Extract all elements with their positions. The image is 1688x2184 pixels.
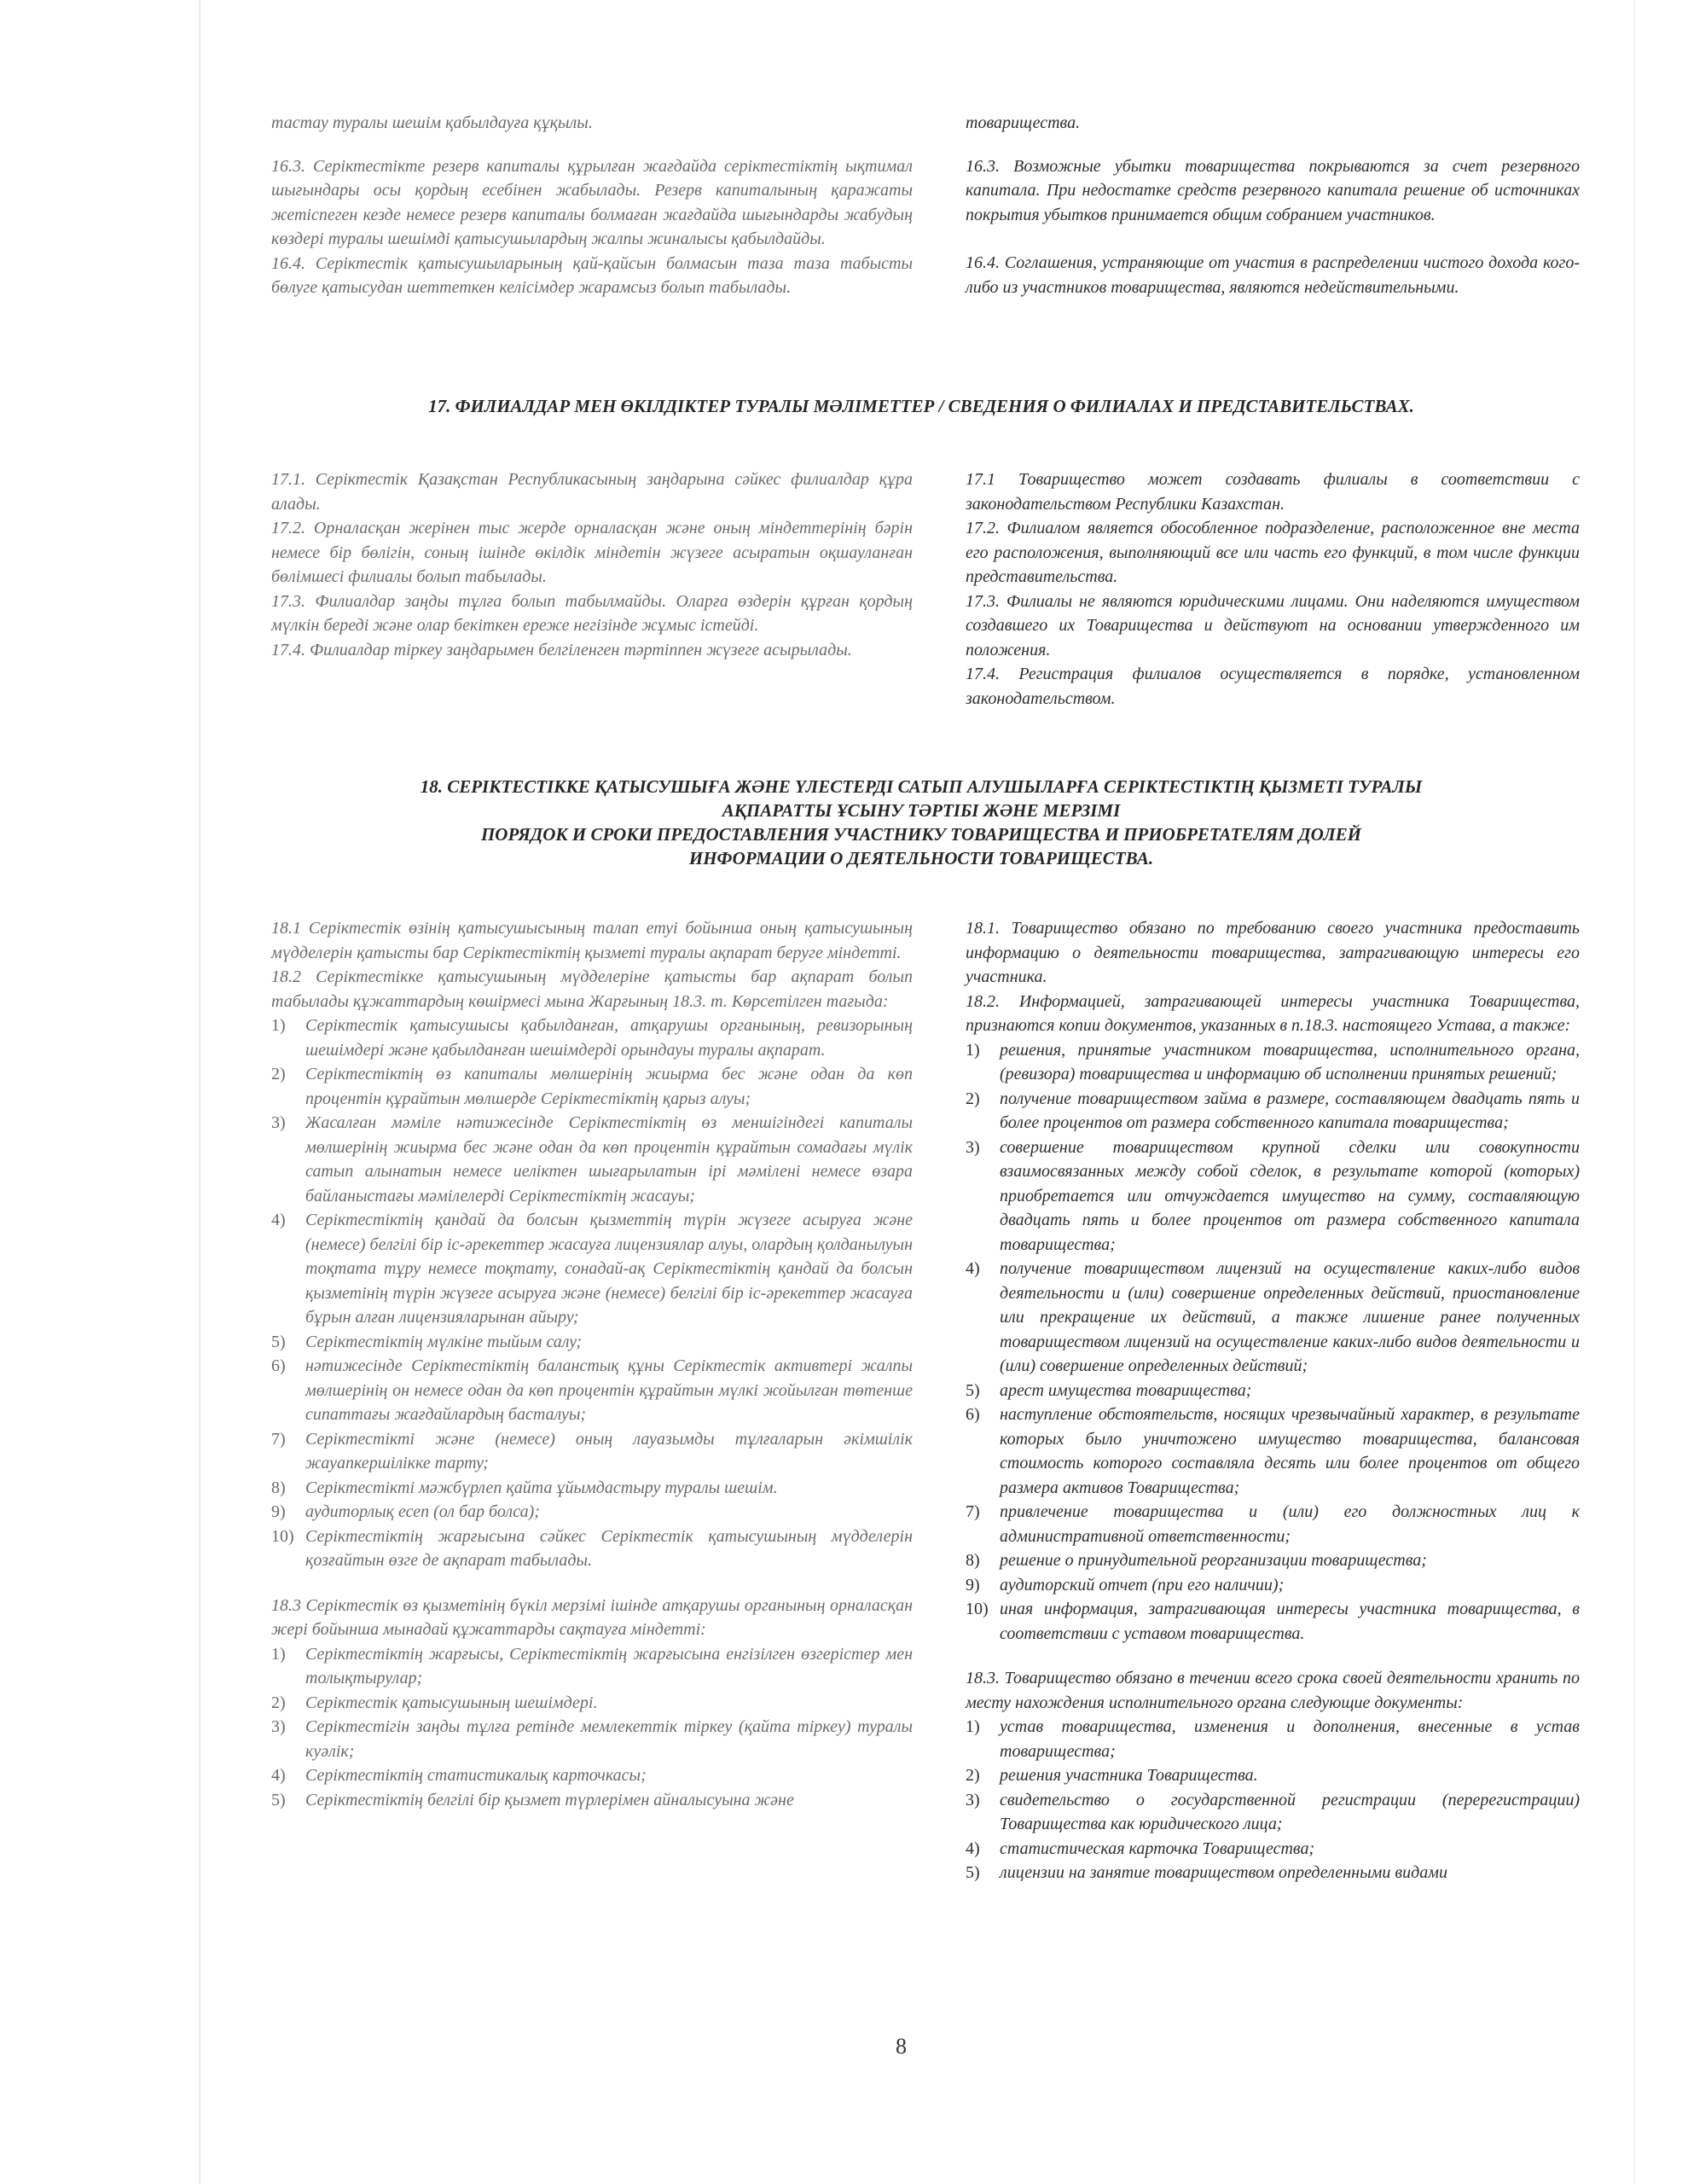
list-item-number: 10): [271, 1526, 294, 1546]
list-item-text: Серіктестікті мәжбүрлеп қайта ұйымдастыру туралы шешім.: [305, 1478, 778, 1497]
list-item-number: 2): [966, 1766, 980, 1785]
sec18-kz-item-8: [271, 1476, 913, 1501]
list-item-number: 4): [966, 1838, 980, 1858]
list-item-number: 9): [271, 1502, 286, 1521]
sec18-kz-doc-item-1: [271, 1642, 913, 1691]
list-item-number: 3): [271, 1113, 286, 1132]
sec18-kz-doc-item-4: [271, 1763, 913, 1788]
list-item-number: 8): [271, 1478, 286, 1497]
sec18-ru-item-6: [966, 1403, 1580, 1500]
sec16-ru-p164: 16.4. Соглашения, устраняющие от участия в распределении чистого дохода кого-либо из участников товарищества, являются недействительными.: [966, 253, 1580, 297]
sec17-ru-paragraph-4: 17.4. Регистрация филиалов осуществляется в порядке, установленном законодательством.: [966, 665, 1580, 708]
list-item-text: Серіктестігін заңды тұлға ретінде мемлекеттік тіркеу (қайта тіркеу) туралы куәлік;: [305, 1717, 913, 1761]
list-item-text: Серіктестіктің қандай да болсын қызметтің түрін жүзеге асыруға және (немесе) белгілі бір іс-әрекеттер жасауға лицензиялар алуы, олардың қолданылуын тоқтата тұру немесе тоқтату, сонадай-ақ Серіктестіктің қандай да болсын қызметінің түрін жүзеге асыруға және (немесе) белгілі бір іс-әрекеттер жасауға бұрын алған лицензияларынан айыру;: [305, 1211, 913, 1327]
sec18-ru-item-9: [966, 1573, 1580, 1598]
list-item-number: 4): [271, 1211, 286, 1229]
sec18-ru-doc-item-5: [966, 1861, 1580, 1885]
list-item-text: иная информация, затрагивающая интересы участника товарищества, в соответствии с уставом товарищества.: [1000, 1600, 1580, 1643]
sec18-ru-item-2: [966, 1087, 1580, 1136]
sec18-kz-item-6: [271, 1354, 913, 1427]
sec16-ru-top: товарищества.: [966, 113, 1081, 132]
sec18-heading-kz-2: АҚПАРАТТЫ ҰСЫНУ ТӘРТІБІ ЖӘНЕ МЕРЗІМІ: [722, 800, 1121, 821]
list-item-text: устав товарищества, изменения и дополнения, внесенные в устав товарищества;: [1000, 1717, 1580, 1761]
sec18-kz-item-2: [271, 1062, 913, 1111]
sec18-kz-item-10: [271, 1525, 913, 1573]
list-item-number: 3): [966, 1137, 980, 1157]
list-item-text: Серіктестік қатысушының шешімдері.: [305, 1693, 598, 1712]
sec18-ru-item-3: [966, 1136, 1580, 1258]
sec18-ru-item-7: [966, 1500, 1580, 1548]
sec18-kz-p181: 18.1 Серіктестік өзінің қатысушысының талап етуі бойынша оның қатысушының мүдделерін қатысты бар Серіктестіктің қызметі туралы ақпарат беруге міндетті.: [271, 919, 913, 962]
list-item-text: совершение товариществом крупной сделки или совокупности взаимосвязанных между собой сделок, в результате которой (которых) приобретается или отчуждается имущество на сумму, составляющую двадцать пять и более процентов от размера собственного капитала товарищества;: [1000, 1137, 1580, 1254]
sec18-ru-item-8: [966, 1548, 1580, 1573]
list-item-text: решения участника Товарищества.: [1000, 1766, 1258, 1785]
list-item-text: получение товариществом займа в размере, составляющем двадцать пять и более процентов от размера собственного капитала товарищества;: [1000, 1089, 1580, 1132]
sec18-ru-p182: 18.2. Информацией, затрагивающей интересы участника Товарищества, признаются копии документов, указанных в п.18.3. настоящего Устава, а также:: [966, 991, 1580, 1035]
list-item-number: 5): [271, 1332, 286, 1351]
page-number: 8: [896, 2034, 907, 2059]
list-item-text: свидетельство о государственной регистрации (перерегистрации) Товарищества как юридического лица;: [1000, 1790, 1580, 1833]
sec17-kz-column: [271, 468, 913, 662]
sec17-heading: 17. ФИЛИАЛДАР МЕН ӨКІЛДІКТЕР ТУРАЛЫ МӘЛІМЕТТЕР / СВЕДЕНИЯ О ФИЛИАЛАХ И ПРЕДСТАВИТЕЛЬСТВАХ.: [428, 396, 1414, 416]
sec18-kz-doc-item-3: [271, 1715, 913, 1763]
sec17-ru-paragraph-3: 17.3. Филиалы не являются юридическими лицами. Они наделяются имуществом создавшего их Товарищества и действуют на основании утвержденного им положения.: [966, 591, 1580, 659]
scan-edge: [199, 0, 200, 2184]
list-item-text: аудиторский отчет (при его наличии);: [1000, 1575, 1285, 1594]
sec18-kz-item-5: [271, 1330, 913, 1355]
list-item-text: Серіктестіктің статистикалық карточкасы;: [305, 1766, 647, 1785]
sec17-ru-paragraph-1: 17.1 Товарищество может создавать филиалы в соответствии с законодательством Республики Казахстан.: [966, 470, 1580, 514]
list-item-text: арест имущества товарищества;: [1000, 1380, 1252, 1400]
list-item-text: решение о принудительной реорганизации товарищества;: [1000, 1551, 1427, 1570]
sec18-ru-item-5: [966, 1379, 1580, 1403]
list-item-number: 2): [966, 1089, 980, 1108]
sec18-kz-item-9: [271, 1500, 913, 1525]
list-item-number: 7): [271, 1429, 286, 1449]
sec18-kz-p183: 18.3 Серіктестік өз қызметінің бүкіл мерзімі ішінде атқарушы органының орналасқан жері бойынша мынадай құжаттарды сақтауға міндетті:: [271, 1595, 913, 1639]
sec18-ru-item-10: [966, 1597, 1580, 1646]
sec18-kz-item-3: [271, 1111, 913, 1208]
list-item-text: Серіктестік қатысушысы қабылданған, атқарушы органының, ревизорының шешімдері және қабылданған шешімдерді орындауы туралы ақпарат.: [305, 1016, 913, 1060]
sec17-kz-paragraph-4: 17.4. Филиалдар тіркеу заңдарымен белгіленген тәртіппен жүзеге асырылады.: [271, 640, 852, 659]
sec18-kz-doc-item-2: [271, 1691, 913, 1716]
list-item-text: статистическая карточка Товарищества;: [1000, 1838, 1315, 1858]
list-item-number: 3): [966, 1790, 980, 1809]
sec18-heading: [256, 775, 1586, 870]
list-item-number: 1): [271, 1016, 286, 1035]
list-item-number: 4): [271, 1766, 286, 1785]
list-item-text: наступление обстоятельств, носящих чрезвычайный характер, в результате которых было уничтожено имущество товарищества, балансовая стоимость которого составляла десять или более процентов от общего размера активов Товарищества;: [1000, 1405, 1580, 1497]
list-item-number: 1): [271, 1644, 286, 1664]
sec18-ru-list: [966, 1038, 1580, 1647]
list-item-text: лицензии на занятие товариществом определенными видами: [1000, 1863, 1447, 1882]
sec18-kz-item-1: [271, 1014, 913, 1062]
sec16-kz-top: тастау туралы шешім қабылдауға құқылы.: [271, 113, 593, 132]
sec17-ru-paragraph-2: 17.2. Филиалом является обособленное подразделение, расположенное вне места его расположения, выполняющий все или часть его функций, в том числе функции представительства.: [966, 519, 1580, 586]
sec17-kz-paragraph-1: 17.1. Серіктестік Қазақстан Республикасының заңдарына сәйкес филиалдар құра алады.: [271, 470, 913, 514]
list-item-text: решения, принятые участником товарищества, исполнительного органа, (ревизора) товарищества и информацию об исполнении принятых решений;: [1000, 1040, 1580, 1083]
sec18-kz-doc-item-5: [271, 1788, 913, 1813]
sec18-ru-item-4: [966, 1257, 1580, 1379]
sec16-ru-p163: 16.3. Возможные убытки товарищества покрываются за счет резервного капитала. При недостатке средств резервного капитала решение об источниках покрытия убытков принимается общим собранием участников.: [966, 156, 1580, 224]
sec18-ru-doc-item-4: [966, 1837, 1580, 1862]
list-item-text: аудиторлық есеп (ол бар болса);: [305, 1502, 540, 1521]
sec18-heading-kz-1: 18. СЕРІКТЕСТІККЕ ҚАТЫСУШЫҒА ЖӘНЕ ҮЛЕСТЕРДІ САТЫП АЛУШЫЛАРҒА СЕРІКТЕСТІКТІҢ ҚЫЗМЕТІ ТУРАЛЫ: [420, 776, 1423, 797]
list-item-number: 1): [966, 1040, 980, 1060]
list-item-number: 2): [271, 1065, 286, 1083]
sec16-kz-p163: 16.3. Серіктестікте резерв капиталы құрылған жағдайда серіктестіктің ықтимал шығындары осы қордың есебінен жабылады. Резерв капиталының қаражаты жетіспеген кезде немесе резерв капиталы болмаған жағдайда шығындарды жабудың көздері туралы шешімді қатысушылардың жалпы жиналысы қабылдайды.: [271, 156, 913, 248]
list-item-number: 3): [271, 1717, 286, 1736]
list-item-text: Жасалған мәміле нәтижесінде Серіктестіктің өз меншігіндегі капиталы мөлшерінің жиырма бес және одан да көп процентін құрайтын сомадағы мүлік сатып алынатын немесе иеліктен шығарылатын ірі мәмілені немесе өзара байланыстағы мәмілелерді Серіктестіктің жасауы;: [305, 1113, 913, 1205]
sec18-ru-doc-item-3: [966, 1788, 1580, 1837]
sec17-ru-column: [966, 468, 1580, 711]
list-item-text: привлечение товарищества и (или) его должностных лиц к административной ответственности;: [1000, 1502, 1580, 1546]
sec18-kz-p182: 18.2 Серіктестікке қатысушының мүдделеріне қатысты бар ақпарат болып табылады құжаттардың көшірмесі мына Жарғының 18.3. т. Көрсетілген тағыда:: [271, 967, 913, 1011]
list-item-text: Серіктестікті және (немесе) оның лауазымды тұлғаларын әкімшілік жауапкершілікке тарту;: [305, 1429, 913, 1472]
list-item-number: 7): [966, 1502, 980, 1521]
sec18-ru-p183: 18.3. Товарищество обязано в течении всего срока своей деятельности хранить по месту нахождения исполнительного органа следующие документы:: [966, 1669, 1580, 1712]
list-item-number: 5): [966, 1380, 980, 1400]
list-item-text: получение товариществом лицензий на осуществление каких-либо видов деятельности и (или) совершение определенных действий, приостановление или прекращение их действий, а также лишение ранее полученных товариществом лицензий на осуществление каких-либо видов деятельности и (или) совершение определенных действий;: [1000, 1259, 1580, 1375]
sec16-kz-p164: 16.4. Серіктестік қатысушыларының қай-қайсын болмасын таза таза табысты бөлуге қатысудан шеттеткен келісімдер жарамсыз болып табылады.: [271, 253, 913, 297]
list-item-number: 6): [966, 1405, 980, 1424]
sec16-ru-column: [966, 111, 1580, 299]
sec18-kz-list: [271, 1014, 913, 1573]
sec18-ru-column: [966, 916, 1580, 1885]
list-item-number: 1): [966, 1717, 980, 1736]
list-item-text: нәтижесінде Серіктестіктің баланстық құны Серіктестік активтері жалпы мөлшерінің он немесе одан да көп процентін құрайтын мүлкі жойылған төтенше сипаттағы жағдайлардың басталуы;: [305, 1356, 913, 1424]
sec18-kz-column: [271, 916, 913, 1812]
sec16-kz-column: [271, 111, 913, 300]
sec18-heading-ru-2: ИНФОРМАЦИИ О ДЕЯТЕЛЬНОСТИ ТОВАРИЩЕСТВА.: [688, 848, 1154, 868]
list-item-number: 6): [271, 1356, 286, 1375]
list-item-text: Серіктестіктің жарғысы, Серіктестіктің жарғысына енгізілген өзгерістер мен толықтырулар;: [305, 1644, 913, 1687]
list-item-number: 8): [966, 1551, 980, 1570]
list-item-number: 5): [271, 1790, 286, 1809]
list-item-number: 9): [966, 1575, 980, 1594]
sec18-kz-list2: [271, 1642, 913, 1813]
sec18-ru-doc-item-1: [966, 1715, 1580, 1763]
list-item-number: 5): [966, 1863, 980, 1882]
list-item-text: Серіктестіктің жарғысына сәйкес Серіктестік қатысушының мүдделерін қозғайтын өзге де ақпарат табылады.: [305, 1526, 913, 1570]
scan-edge-right: [1633, 0, 1635, 2184]
sec18-kz-item-4: [271, 1208, 913, 1330]
sec18-ru-list2: [966, 1715, 1580, 1885]
sec18-ru-p181: 18.1. Товарищество обязано по требованию своего участника предоставить информацию о деятельности товарищества, затрагивающую интересы его участника.: [966, 919, 1580, 986]
sec18-heading-ru-1: ПОРЯДОК И СРОКИ ПРЕДОСТАВЛЕНИЯ УЧАСТНИКУ ТОВАРИЩЕСТВА И ПРИОБРЕТАТЕЛЯМ ДОЛЕЙ: [480, 824, 1362, 845]
sec17-kz-paragraph-2: 17.2. Орналасқан жерінен тыс жерде орналасқан және оның міндеттерінің бәрін немесе бір бөлігін, соның ішінде өкілдік міндетін жүзеге асыратын оқшауланған бөлімшесі филиалы болып табылады.: [271, 519, 913, 586]
list-item-number: 4): [966, 1259, 980, 1278]
sec18-kz-item-7: [271, 1427, 913, 1476]
list-item-number: 2): [271, 1693, 286, 1712]
list-item-number: 10): [966, 1600, 989, 1618]
list-item-text: Серіктестіктің белгілі бір қызмет түрлерімен айналысуына және: [305, 1790, 794, 1809]
list-item-text: Серіктестіктің мүлкіне тыйым салу;: [305, 1332, 583, 1351]
sec17-kz-paragraph-3: 17.3. Филиалдар заңды тұлға болып табылмайды. Оларға өздерін құрған қордың мүлкін береді және олар бекіткен ереже негізінде жұмыс істейді.: [271, 591, 913, 635]
sec18-ru-doc-item-2: [966, 1763, 1580, 1788]
sec18-ru-item-1: [966, 1038, 1580, 1087]
list-item-text: Серіктестіктің өз капиталы мөлшерінің жиырма бес және одан да көп процентін құрайтын мөлшерде Серіктестіктің қарыз алуы;: [305, 1065, 913, 1108]
